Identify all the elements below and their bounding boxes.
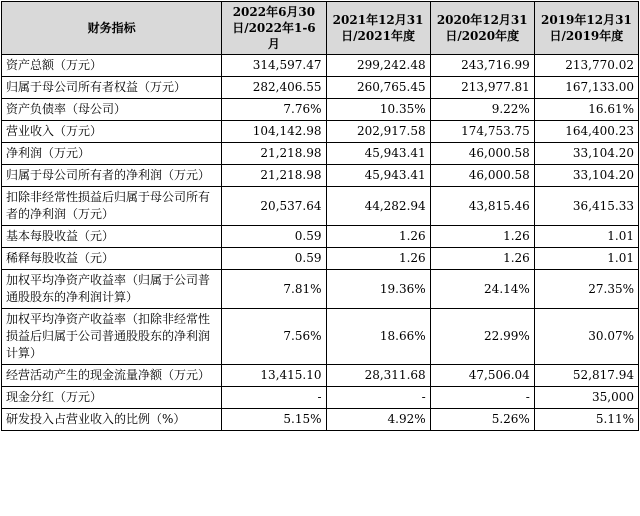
table-row: [2, 226, 639, 248]
row-value: 24.14%: [430, 270, 534, 309]
row-label: 现金分红（万元）: [2, 387, 222, 409]
row-value: 45,943.41: [326, 165, 430, 187]
row-value: 5.26%: [430, 409, 534, 431]
row-value: -: [222, 387, 326, 409]
row-value: 21,218.98: [222, 165, 326, 187]
row-value: 44,282.94: [326, 187, 430, 226]
header-2019: 2019年12月31日/2019年度: [534, 2, 638, 55]
row-label: 经营活动产生的现金流量净额（万元）: [2, 365, 222, 387]
table-row: [2, 55, 639, 77]
row-value: 10.35%: [326, 99, 430, 121]
row-value: 243,716.99: [430, 55, 534, 77]
row-label: 扣除非经常性损益后归属于母公司所有者的净利润（万元）: [2, 187, 222, 226]
row-value: 1.01: [534, 226, 638, 248]
row-value: 260,765.45: [326, 77, 430, 99]
row-value: 18.66%: [326, 309, 430, 365]
row-value: 43,815.46: [430, 187, 534, 226]
table-row: [2, 270, 639, 309]
row-value: 213,770.02: [534, 55, 638, 77]
row-value: 47,506.04: [430, 365, 534, 387]
table-row: [2, 121, 639, 143]
table-body: [2, 55, 639, 431]
row-value: 46,000.58: [430, 165, 534, 187]
row-value: 22.99%: [430, 309, 534, 365]
row-value: 104,142.98: [222, 121, 326, 143]
row-value: 35,000: [534, 387, 638, 409]
row-value: 1.26: [430, 226, 534, 248]
row-value: 9.22%: [430, 99, 534, 121]
header-2022h1: 2022年6月30日/2022年1-6月: [222, 2, 326, 55]
row-value: 27.35%: [534, 270, 638, 309]
row-value: 20,537.64: [222, 187, 326, 226]
row-value: 1.26: [326, 226, 430, 248]
row-value: -: [326, 387, 430, 409]
row-value: 7.76%: [222, 99, 326, 121]
row-label: 加权平均净资产收益率（扣除非经常性损益后归属于公司普通股股东的净利润计算）: [2, 309, 222, 365]
row-value: -: [430, 387, 534, 409]
row-value: 5.11%: [534, 409, 638, 431]
row-label: 营业收入（万元）: [2, 121, 222, 143]
table-row: [2, 409, 639, 431]
row-value: 1.01: [534, 248, 638, 270]
row-label: 稀释每股收益（元）: [2, 248, 222, 270]
table-row: [2, 387, 639, 409]
header-indicator: 财务指标: [2, 2, 222, 55]
row-value: 0.59: [222, 248, 326, 270]
financial-indicators-table: [1, 1, 639, 431]
row-value: 1.26: [430, 248, 534, 270]
table-row: [2, 143, 639, 165]
row-value: 45,943.41: [326, 143, 430, 165]
row-label: 归属于母公司所有者的净利润（万元）: [2, 165, 222, 187]
table-row: [2, 248, 639, 270]
row-value: 174,753.75: [430, 121, 534, 143]
header-2021: 2021年12月31日/2021年度: [326, 2, 430, 55]
row-value: 202,917.58: [326, 121, 430, 143]
row-label: 研发投入占营业收入的比例（%）: [2, 409, 222, 431]
row-value: 30.07%: [534, 309, 638, 365]
row-value: 164,400.23: [534, 121, 638, 143]
row-value: 36,415.33: [534, 187, 638, 226]
row-label: 基本每股收益（元）: [2, 226, 222, 248]
row-value: 33,104.20: [534, 143, 638, 165]
row-value: 19.36%: [326, 270, 430, 309]
row-value: 213,977.81: [430, 77, 534, 99]
row-value: 46,000.58: [430, 143, 534, 165]
row-label: 归属于母公司所有者权益（万元）: [2, 77, 222, 99]
table-row: [2, 99, 639, 121]
table-row: [2, 365, 639, 387]
row-label: 资产负债率（母公司）: [2, 99, 222, 121]
row-value: 13,415.10: [222, 365, 326, 387]
row-value: 314,597.47: [222, 55, 326, 77]
row-value: 52,817.94: [534, 365, 638, 387]
row-value: 282,406.55: [222, 77, 326, 99]
header-row: [2, 2, 639, 55]
row-value: 33,104.20: [534, 165, 638, 187]
row-label: 加权平均净资产收益率（归属于公司普通股股东的净利润计算）: [2, 270, 222, 309]
row-value: 299,242.48: [326, 55, 430, 77]
table-row: [2, 165, 639, 187]
row-value: 167,133.00: [534, 77, 638, 99]
table-row: [2, 187, 639, 226]
row-value: 0.59: [222, 226, 326, 248]
row-value: 4.92%: [326, 409, 430, 431]
row-label: 净利润（万元）: [2, 143, 222, 165]
row-label: 资产总额（万元）: [2, 55, 222, 77]
row-value: 21,218.98: [222, 143, 326, 165]
row-value: 16.61%: [534, 99, 638, 121]
table-row: [2, 77, 639, 99]
row-value: 1.26: [326, 248, 430, 270]
table-row: [2, 309, 639, 365]
row-value: 7.81%: [222, 270, 326, 309]
row-value: 7.56%: [222, 309, 326, 365]
header-2020: 2020年12月31日/2020年度: [430, 2, 534, 55]
row-value: 5.15%: [222, 409, 326, 431]
row-value: 28,311.68: [326, 365, 430, 387]
